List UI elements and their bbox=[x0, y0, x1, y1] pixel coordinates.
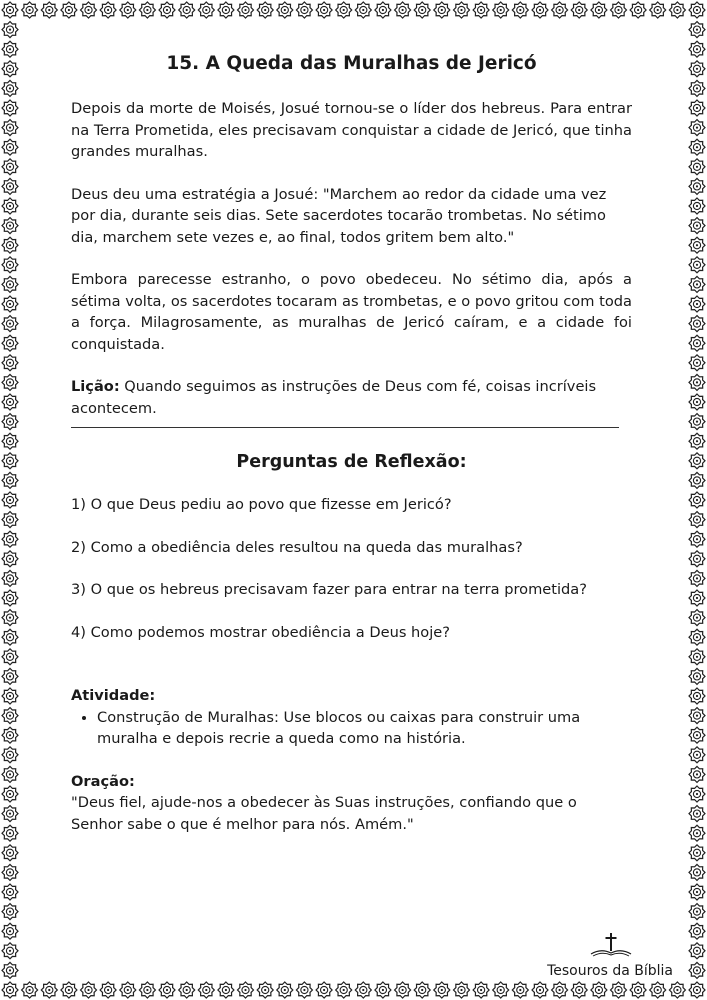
border-ornament bbox=[689, 80, 705, 96]
border-ornament bbox=[689, 590, 705, 606]
border-ornament bbox=[2, 904, 18, 920]
border-ornament bbox=[159, 2, 175, 18]
border-ornament bbox=[552, 982, 568, 998]
story-paragraph-3: Embora parecesse estranho, o povo obedeceu. No sétimo dia, após a sétima volta, os sacerdotes tocaram as trombetas, e o povo gritou com toda a força. Milagrosamente, as muralhas de Jericó caíram, e a cidade foi conquistada. bbox=[71, 271, 632, 353]
border-ornament bbox=[689, 531, 705, 547]
border-ornament bbox=[689, 218, 705, 234]
border-ornament bbox=[2, 296, 18, 312]
border-ornament bbox=[81, 982, 97, 998]
border-ornament bbox=[120, 2, 136, 18]
border-ornament bbox=[689, 649, 705, 665]
reflection-question-2: 2) Como a obediência deles resultou na queda das muralhas? bbox=[71, 538, 523, 556]
border-ornament bbox=[22, 2, 38, 18]
border-ornament bbox=[179, 982, 195, 998]
border-ornament bbox=[2, 237, 18, 253]
border-ornament bbox=[414, 2, 430, 18]
page-title: 15. A Queda das Muralhas de Jericó bbox=[166, 53, 537, 74]
border-ornament bbox=[238, 2, 254, 18]
border-ornament bbox=[2, 786, 18, 802]
border-ornament bbox=[689, 453, 705, 469]
border-ornament bbox=[81, 2, 97, 18]
border-ornament bbox=[2, 943, 18, 959]
border-ornament bbox=[689, 335, 705, 351]
border-ornament bbox=[100, 2, 116, 18]
border-ornament bbox=[689, 610, 705, 626]
border-ornament bbox=[689, 786, 705, 802]
border-ornament bbox=[22, 982, 38, 998]
border-ornament bbox=[454, 982, 470, 998]
border-ornament bbox=[630, 982, 646, 998]
border-ornament bbox=[473, 982, 489, 998]
border-ornament bbox=[395, 982, 411, 998]
footer-brand-label: Tesouros da Bíblia bbox=[547, 963, 673, 979]
border-ornament bbox=[650, 2, 666, 18]
border-ornament bbox=[2, 531, 18, 547]
border-ornament bbox=[2, 727, 18, 743]
border-ornament bbox=[41, 2, 57, 18]
cross-book-icon bbox=[589, 932, 633, 958]
border-ornament bbox=[611, 982, 627, 998]
border-ornament bbox=[2, 198, 18, 214]
prayer-text: "Deus fiel, ajude-nos a obedecer às Suas instruções, confiando que o Senhor sabe o que é melhor para nós. Amém." bbox=[71, 794, 577, 833]
border-ornament bbox=[689, 374, 705, 390]
activity-item: • Construção de Muralhas: Use blocos ou caixas para construir uma muralha e depois recrie a queda como na história. bbox=[97, 707, 632, 750]
border-ornament bbox=[689, 433, 705, 449]
border-ornament bbox=[2, 159, 18, 175]
border-ornament bbox=[689, 551, 705, 567]
border-ornament bbox=[179, 2, 195, 18]
prayer-label: Oração: bbox=[71, 772, 135, 790]
border-ornament bbox=[689, 296, 705, 312]
border-ornament bbox=[218, 982, 234, 998]
border-ornament bbox=[689, 316, 705, 332]
border-ornament bbox=[395, 2, 411, 18]
border-ornament bbox=[2, 512, 18, 528]
border-ornament bbox=[650, 982, 666, 998]
reflection-heading: Perguntas de Reflexão: bbox=[236, 452, 467, 472]
border-ornament bbox=[2, 845, 18, 861]
border-ornament bbox=[689, 806, 705, 822]
border-ornament bbox=[493, 2, 509, 18]
border-ornament bbox=[2, 374, 18, 390]
border-ornament bbox=[689, 727, 705, 743]
border-ornament bbox=[316, 982, 332, 998]
border-ornament bbox=[689, 904, 705, 920]
border-ornament bbox=[2, 472, 18, 488]
border-ornament bbox=[2, 453, 18, 469]
lesson-label: Lição: bbox=[71, 378, 120, 395]
border-ornament bbox=[689, 414, 705, 430]
border-ornament bbox=[689, 22, 705, 38]
border-ornament bbox=[2, 335, 18, 351]
border-ornament bbox=[2, 2, 18, 18]
border-ornament bbox=[689, 139, 705, 155]
border-ornament bbox=[257, 2, 273, 18]
border-ornament bbox=[591, 982, 607, 998]
border-ornament bbox=[2, 570, 18, 586]
border-ornament bbox=[159, 982, 175, 998]
lesson-text: Quando seguimos as instruções de Deus com fé, coisas incríveis acontecem. bbox=[71, 378, 597, 417]
border-ornament bbox=[689, 982, 705, 998]
border-ornament bbox=[689, 394, 705, 410]
border-ornament bbox=[669, 2, 685, 18]
border-ornament bbox=[2, 80, 18, 96]
border-ornament bbox=[316, 2, 332, 18]
border-ornament bbox=[414, 982, 430, 998]
border-ornament bbox=[689, 668, 705, 684]
border-ornament bbox=[2, 139, 18, 155]
border-ornament bbox=[2, 864, 18, 880]
reflection-question-4: 4) Como podemos mostrar obediência a Deus hoje? bbox=[71, 623, 451, 641]
border-ornament bbox=[689, 845, 705, 861]
border-ornament bbox=[238, 982, 254, 998]
border-ornament bbox=[689, 570, 705, 586]
story-paragraph-1: Depois da morte de Moisés, Josué tornou-se o líder dos hebreus. Para entrar na Terra Prometida, eles precisavam conquistar a cidade de Jericó, que tinha grandes muralhas. bbox=[71, 100, 632, 160]
border-ornament bbox=[454, 2, 470, 18]
border-ornament bbox=[2, 316, 18, 332]
border-ornament bbox=[296, 982, 312, 998]
border-ornament bbox=[2, 433, 18, 449]
border-ornament bbox=[2, 668, 18, 684]
activity-list bbox=[71, 707, 632, 750]
border-ornament bbox=[277, 982, 293, 998]
border-ornament bbox=[434, 2, 450, 18]
border-ornament bbox=[375, 982, 391, 998]
border-ornament bbox=[630, 2, 646, 18]
border-ornament bbox=[571, 2, 587, 18]
border-ornament bbox=[2, 41, 18, 57]
border-ornament bbox=[689, 962, 705, 978]
border-ornament bbox=[2, 649, 18, 665]
activity-label: Atividade: bbox=[71, 687, 156, 704]
border-ornament bbox=[591, 2, 607, 18]
border-ornament bbox=[532, 2, 548, 18]
border-ornament bbox=[257, 982, 273, 998]
border-ornament bbox=[689, 472, 705, 488]
border-ornament bbox=[139, 2, 155, 18]
border-ornament bbox=[611, 2, 627, 18]
border-ornament bbox=[218, 2, 234, 18]
border-ornament bbox=[198, 982, 214, 998]
border-ornament bbox=[2, 100, 18, 116]
border-ornament bbox=[336, 2, 352, 18]
reflection-question-1: 1) O que Deus pediu ao povo que fizesse em Jericó? bbox=[71, 496, 452, 513]
border-ornament bbox=[2, 629, 18, 645]
story-paragraph-2: Deus deu uma estratégia a Josué: "Marchem ao redor da cidade uma vez por dia, durante seis dias. Sete sacerdotes tocarão trombetas. No sétimo dia, marchem sete vezes e, ao final, todos gritem bem alto." bbox=[71, 185, 607, 246]
border-ornament bbox=[296, 2, 312, 18]
border-ornament bbox=[689, 923, 705, 939]
border-ornament bbox=[689, 276, 705, 292]
border-ornament bbox=[473, 2, 489, 18]
border-ornament bbox=[100, 982, 116, 998]
border-ornament bbox=[2, 747, 18, 763]
border-ornament bbox=[2, 766, 18, 782]
border-ornament bbox=[2, 708, 18, 724]
border-ornament bbox=[434, 982, 450, 998]
border-ornament bbox=[689, 747, 705, 763]
border-ornament bbox=[512, 2, 528, 18]
border-ornament bbox=[2, 61, 18, 77]
border-ornament bbox=[689, 198, 705, 214]
border-ornament bbox=[2, 218, 18, 234]
border-ornament bbox=[689, 2, 705, 18]
border-ornament bbox=[689, 355, 705, 371]
border-ornament bbox=[532, 982, 548, 998]
border-ornament bbox=[2, 257, 18, 273]
border-ornament bbox=[2, 22, 18, 38]
border-ornament bbox=[689, 864, 705, 880]
border-ornament bbox=[689, 688, 705, 704]
border-ornament bbox=[669, 982, 685, 998]
border-ornament bbox=[689, 159, 705, 175]
border-ornament bbox=[493, 982, 509, 998]
border-ornament bbox=[2, 688, 18, 704]
border-ornament bbox=[2, 962, 18, 978]
border-ornament bbox=[2, 610, 18, 626]
border-ornament bbox=[689, 41, 705, 57]
border-ornament bbox=[41, 982, 57, 998]
border-ornament bbox=[355, 2, 371, 18]
border-ornament bbox=[689, 120, 705, 136]
border-ornament bbox=[2, 492, 18, 508]
border-ornament bbox=[139, 982, 155, 998]
border-ornament bbox=[2, 825, 18, 841]
border-ornament bbox=[689, 884, 705, 900]
border-ornament bbox=[689, 629, 705, 645]
border-ornament bbox=[2, 394, 18, 410]
border-ornament bbox=[2, 923, 18, 939]
border-ornament bbox=[2, 414, 18, 430]
page-content bbox=[71, 52, 632, 835]
border-ornament bbox=[689, 178, 705, 194]
border-ornament bbox=[120, 982, 136, 998]
border-ornament bbox=[2, 551, 18, 567]
border-ornament bbox=[552, 2, 568, 18]
border-ornament bbox=[689, 766, 705, 782]
border-ornament bbox=[689, 492, 705, 508]
border-ornament bbox=[375, 2, 391, 18]
border-ornament bbox=[2, 120, 18, 136]
lesson bbox=[71, 376, 632, 419]
reflection-question-3: 3) O que os hebreus precisavam fazer para entrar na terra prometida? bbox=[71, 581, 587, 598]
border-ornament bbox=[277, 2, 293, 18]
section-divider bbox=[71, 427, 619, 428]
border-ornament bbox=[61, 982, 77, 998]
border-ornament bbox=[2, 355, 18, 371]
border-ornament bbox=[2, 590, 18, 606]
border-ornament bbox=[2, 276, 18, 292]
border-ornament bbox=[2, 806, 18, 822]
border-ornament bbox=[689, 512, 705, 528]
border-ornament bbox=[689, 61, 705, 77]
border-ornament bbox=[198, 2, 214, 18]
border-ornament bbox=[2, 982, 18, 998]
border-ornament bbox=[689, 100, 705, 116]
border-ornament bbox=[689, 943, 705, 959]
footer-brand bbox=[533, 932, 673, 980]
border-ornament bbox=[2, 178, 18, 194]
border-ornament bbox=[355, 982, 371, 998]
border-ornament bbox=[2, 884, 18, 900]
border-ornament bbox=[571, 982, 587, 998]
border-ornament bbox=[61, 2, 77, 18]
border-ornament bbox=[689, 237, 705, 253]
border-ornament bbox=[689, 708, 705, 724]
border-ornament bbox=[336, 982, 352, 998]
border-ornament bbox=[689, 257, 705, 273]
border-ornament bbox=[512, 982, 528, 998]
border-ornament bbox=[689, 825, 705, 841]
